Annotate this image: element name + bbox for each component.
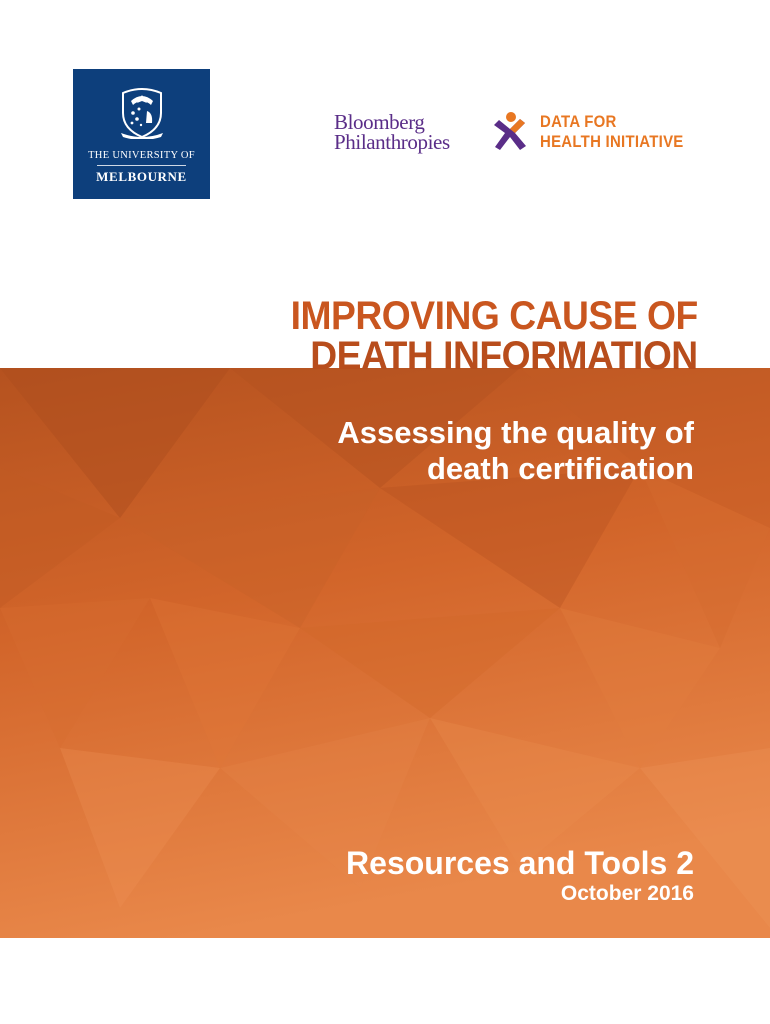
title-line2: DEATH INFORMATION — [310, 334, 698, 378]
data-for-health-line2: HEALTH INITIATIVE — [540, 132, 684, 151]
data-for-health-initiative-logo — [540, 112, 684, 152]
cover-subtitle — [337, 415, 694, 487]
university-name-line1: THE UNIVERSITY OF — [88, 150, 195, 161]
data-for-health-line1: DATA FOR — [540, 112, 617, 131]
subtitle-line2: death certification — [427, 451, 694, 486]
bloomberg-line1: Bloomberg — [334, 110, 425, 134]
university-crest-icon — [117, 83, 167, 139]
university-of-melbourne-logo — [73, 69, 210, 199]
publication-date: October 2016 — [560, 882, 694, 905]
bloomberg-philanthropies-logo — [334, 112, 450, 152]
logo-divider — [97, 165, 186, 166]
cover-title — [291, 296, 698, 376]
bloomberg-line2: Philanthropies — [334, 130, 450, 154]
university-name-line2: MELBOURNE — [96, 169, 187, 184]
subtitle-line1: Assessing the quality of — [337, 415, 694, 450]
data-for-health-person-icon — [491, 111, 529, 151]
series-title: Resources and Tools 2 — [346, 845, 694, 881]
title-line1: IMPROVING CAUSE OF — [290, 294, 698, 338]
